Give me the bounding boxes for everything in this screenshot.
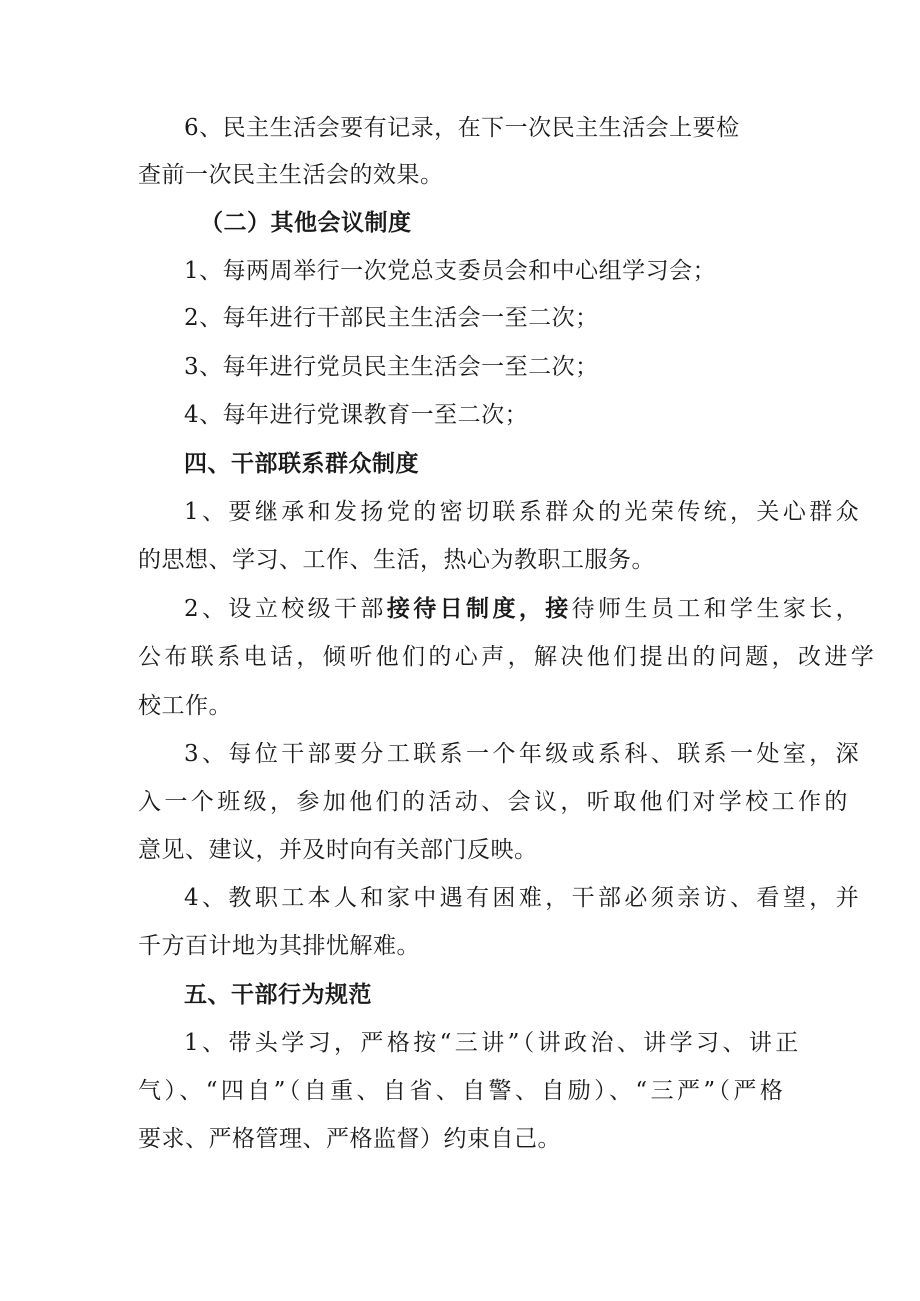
list-item: 4、每年进行党课教育一至二次；: [184, 402, 529, 428]
paragraph-line: 3、每位干部要分工联系一个年级或系科、联系一处室，深: [184, 741, 863, 767]
paragraph-line: 的思想、学习、工作、生活，热心为教职工服务。: [138, 547, 655, 573]
subsection-heading: （二）其他会议制度: [200, 210, 412, 236]
paragraph-text: 2、设立校级干部: [184, 596, 387, 622]
paragraph-line: 4、教职工本人和家中遇有困难，干部必须亲访、看望，并: [184, 885, 863, 911]
paragraph-line: 校工作。: [138, 693, 232, 719]
paragraph-line: 公布联系电话，倾听他们的心声，解决他们提出的问题，改进学: [138, 644, 878, 670]
list-item: 2、每年进行干部民主生活会一至二次；: [184, 305, 599, 331]
section-heading: 四、干部联系群众制度: [184, 451, 419, 477]
paragraph-line: 6、民主生活会要有记录，在下一次民主生活会上要检: [184, 115, 740, 141]
paragraph-line: [184, 594, 862, 624]
list-item: 1、每两周举行一次党总支委员会和中心组学习会；: [184, 258, 717, 284]
paragraph-line: 千方百计地为其排忧解难。: [138, 933, 420, 959]
paragraph-line: 意见、建议，并及时向有关部门反映。: [138, 837, 538, 863]
section-heading: 五、干部行为规范: [184, 982, 372, 1008]
paragraph-line: 要求、严格管理、严格监督）约束自己。: [138, 1126, 561, 1152]
paragraph-text: 待师生员工和学生家长，: [571, 596, 863, 622]
paragraph-line: 查前一次民主生活会的效果。: [138, 162, 444, 188]
paragraph-line: 入一个班级，参加他们的活动、会议，听取他们对学校工作的: [138, 789, 851, 815]
paragraph-line: 1、要继承和发扬党的密切联系群众的光荣传统，关心群众: [184, 499, 863, 525]
paragraph-line: 气）、“四自”（自重、自省、自警、自励）、“三严”（严格: [138, 1078, 787, 1104]
list-item: 3、每年进行党员民主生活会一至二次；: [184, 354, 599, 380]
paragraph-line: 1、带头学习，严格按“三讲”（讲政治、讲学习、讲正: [184, 1030, 802, 1056]
emphasis-text: 接待日制度，接: [386, 596, 572, 622]
